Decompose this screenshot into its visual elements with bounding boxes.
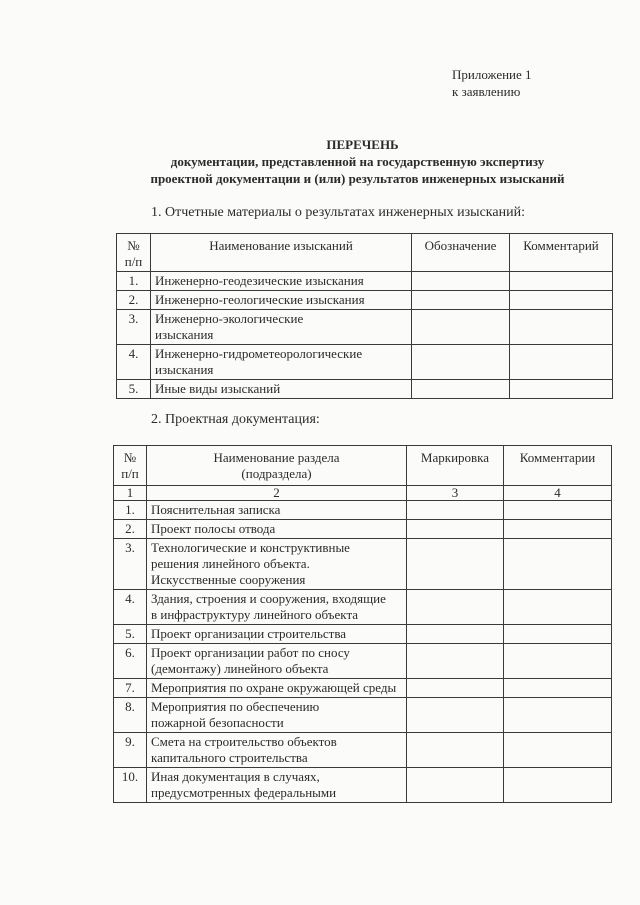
header-name: Наименование изысканий (151, 234, 412, 272)
row-comment-cell[interactable] (510, 310, 613, 345)
table-row (117, 291, 613, 310)
document-title (0, 136, 640, 187)
row-comment-cell[interactable] (510, 345, 613, 380)
row-num: 4. (114, 590, 147, 625)
row-comment-cell[interactable] (504, 768, 612, 803)
table-row (114, 590, 612, 625)
row-marking-cell[interactable] (407, 733, 504, 768)
table-row (114, 768, 612, 803)
appendix-line-2: к заявлению (452, 84, 521, 99)
row-num: 6. (114, 644, 147, 679)
row-name: Технологические и конструктивные решения линейного объекта. Искусственные сооружения (147, 539, 407, 590)
table-header-row (114, 446, 612, 486)
row-marking-cell[interactable] (407, 590, 504, 625)
row-name: Иные виды изысканий (151, 380, 412, 399)
row-marking-cell[interactable] (407, 520, 504, 539)
row-name: Иная документация в случаях, предусмотренных федеральными (147, 768, 407, 803)
row-name: Проект организации работ по сносу (демонтажу) линейного объекта (147, 644, 407, 679)
table-row (114, 644, 612, 679)
row-comment-cell[interactable] (504, 520, 612, 539)
row-name: Здания, строения и сооружения, входящие в инфраструктуру линейного объекта (147, 590, 407, 625)
row-name: Проект полосы отвода (147, 520, 407, 539)
index-cell: 3 (407, 486, 504, 501)
row-marking-cell[interactable] (407, 698, 504, 733)
row-designation-cell[interactable] (412, 272, 510, 291)
row-marking-cell[interactable] (407, 679, 504, 698)
row-comment-cell[interactable] (504, 501, 612, 520)
appendix-note (452, 66, 532, 100)
row-name: Инженерно-геодезические изыскания (151, 272, 412, 291)
row-comment-cell[interactable] (504, 590, 612, 625)
row-marking-cell[interactable] (407, 501, 504, 520)
row-comment-cell[interactable] (504, 539, 612, 590)
row-name: Проект организации строительства (147, 625, 407, 644)
table-row (114, 679, 612, 698)
row-comment-cell[interactable] (504, 733, 612, 768)
header-comment: Комментарий (510, 234, 613, 272)
row-num: 3. (117, 310, 151, 345)
row-designation-cell[interactable] (412, 380, 510, 399)
row-comment-cell[interactable] (504, 625, 612, 644)
row-name: Пояснительная записка (147, 501, 407, 520)
row-num: 4. (117, 345, 151, 380)
table-row (117, 380, 613, 399)
title-line-3: проектной документации и (или) результатов инженерных изысканий (150, 171, 565, 186)
row-name: Инженерно-геологические изыскания (151, 291, 412, 310)
row-num: 7. (114, 679, 147, 698)
table-row (114, 698, 612, 733)
row-designation-cell[interactable] (412, 345, 510, 380)
row-name: Смета на строительство объектов капитального строительства (147, 733, 407, 768)
section-2-heading: 2. Проектная документация: (151, 412, 320, 427)
row-marking-cell[interactable] (407, 539, 504, 590)
header-comment: Комментарии (504, 446, 612, 486)
table-row (114, 539, 612, 590)
row-num: 3. (114, 539, 147, 590)
row-num: 1. (117, 272, 151, 291)
row-marking-cell[interactable] (407, 625, 504, 644)
survey-materials-table (116, 233, 613, 399)
table-row (114, 501, 612, 520)
table-row (114, 520, 612, 539)
row-num: 2. (114, 520, 147, 539)
row-comment-cell[interactable] (510, 380, 613, 399)
title-line-2: документации, представленной на государственную экспертизу (170, 154, 545, 169)
row-marking-cell[interactable] (407, 768, 504, 803)
section-1-heading: 1. Отчетные материалы о результатах инженерных изысканий: (151, 205, 525, 220)
row-designation-cell[interactable] (412, 310, 510, 345)
row-name: Инженерно-экологические изыскания (151, 310, 412, 345)
table-row (117, 310, 613, 345)
title-line-1: ПЕРЕЧЕНЬ (326, 137, 399, 152)
table-header-row (117, 234, 613, 272)
row-num: 5. (117, 380, 151, 399)
row-num: 5. (114, 625, 147, 644)
header-designation: Обозначение (412, 234, 510, 272)
header-num: № п/п (114, 446, 147, 486)
row-designation-cell[interactable] (412, 291, 510, 310)
table-row (117, 272, 613, 291)
row-num: 9. (114, 733, 147, 768)
row-name: Инженерно-гидрометеорологические изыскания (151, 345, 412, 380)
row-num: 2. (117, 291, 151, 310)
row-name: Мероприятия по охране окружающей среды (147, 679, 407, 698)
project-documentation-table (113, 445, 612, 803)
row-num: 8. (114, 698, 147, 733)
row-comment-cell[interactable] (504, 644, 612, 679)
row-comment-cell[interactable] (510, 291, 613, 310)
index-cell: 4 (504, 486, 612, 501)
row-name: Мероприятия по обеспечению пожарной безопасности (147, 698, 407, 733)
appendix-line-1: Приложение 1 (452, 67, 532, 82)
header-name: Наименование раздела (подраздела) (147, 446, 407, 486)
row-marking-cell[interactable] (407, 644, 504, 679)
index-cell: 2 (147, 486, 407, 501)
row-num: 10. (114, 768, 147, 803)
table-row (114, 733, 612, 768)
column-index-row (114, 486, 612, 501)
table-row (114, 625, 612, 644)
header-num: № п/п (117, 234, 151, 272)
row-comment-cell[interactable] (510, 272, 613, 291)
table-row (117, 345, 613, 380)
row-comment-cell[interactable] (504, 679, 612, 698)
row-num: 1. (114, 501, 147, 520)
index-cell: 1 (114, 486, 147, 501)
row-comment-cell[interactable] (504, 698, 612, 733)
header-marking: Маркировка (407, 446, 504, 486)
